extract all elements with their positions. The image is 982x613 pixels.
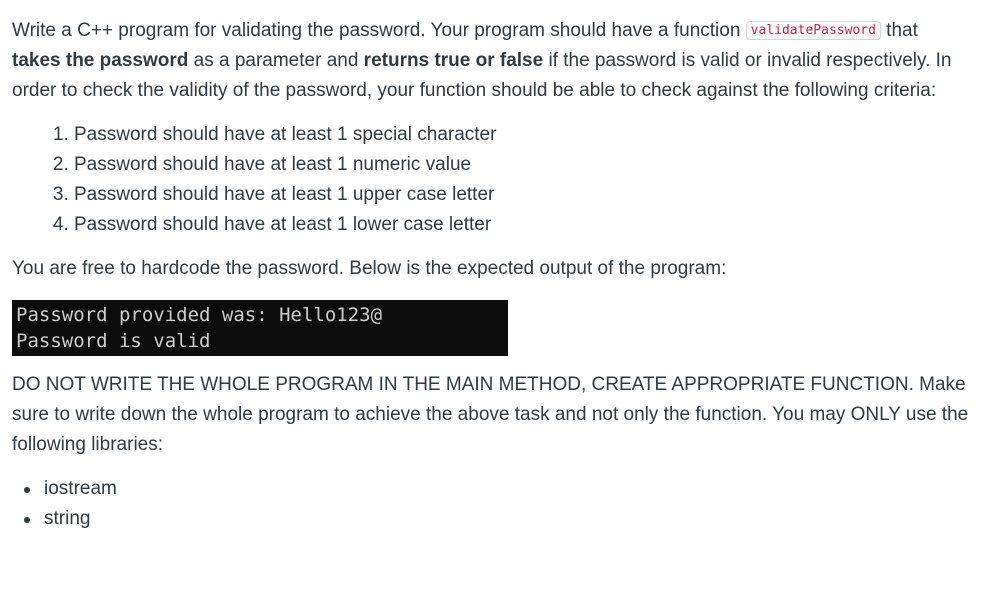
- intro-text-3: as a parameter and: [188, 50, 364, 71]
- criteria-item: 2. Password should have at least 1 numeric value: [74, 150, 970, 180]
- intro-bold-2: returns true or false: [363, 50, 544, 71]
- library-name: iostream: [44, 478, 117, 499]
- intro-text-2: that: [880, 20, 918, 41]
- library-item: [42, 504, 970, 534]
- expected-output-terminal: [12, 300, 508, 356]
- terminal-line-2: Password is valid: [16, 330, 211, 352]
- criteria-item: 3. Password should have at least 1 upper case letter: [74, 180, 970, 210]
- library-name: string: [44, 508, 91, 529]
- intro-text-4: if the password is valid or invalid respectively. In order to check the validity of the password, your function should be able to check against the following criteria:: [12, 50, 952, 101]
- library-item: [42, 474, 970, 504]
- intro-text-1: Write a C++ program for validating the password. Your program should have a function: [12, 20, 746, 41]
- criteria-item: 1. Password should have at least 1 special character: [74, 120, 970, 150]
- intro-bold-1: takes the password: [12, 50, 189, 71]
- instructions-note: DO NOT WRITE THE WHOLE PROGRAM IN THE MAIN METHOD, CREATE APPROPRIATE FUNCTION. Make sure to write down the whole program to achieve the above task and not only the function. You may ONLY use the following libraries:: [12, 374, 969, 455]
- function-name-code: validatePassword: [746, 21, 881, 40]
- library-list: [12, 474, 970, 534]
- terminal-line-1: Password provided was: Hello123@: [16, 304, 383, 326]
- output-intro-paragraph: You are free to hardcode the password. Below is the expected output of the program:: [12, 258, 727, 279]
- bullet-icon: [24, 487, 30, 493]
- intro-paragraph: [12, 16, 970, 106]
- criteria-list: [12, 120, 970, 240]
- bullet-icon: [24, 517, 30, 523]
- criteria-item: 4. Password should have at least 1 lower case letter: [74, 210, 970, 240]
